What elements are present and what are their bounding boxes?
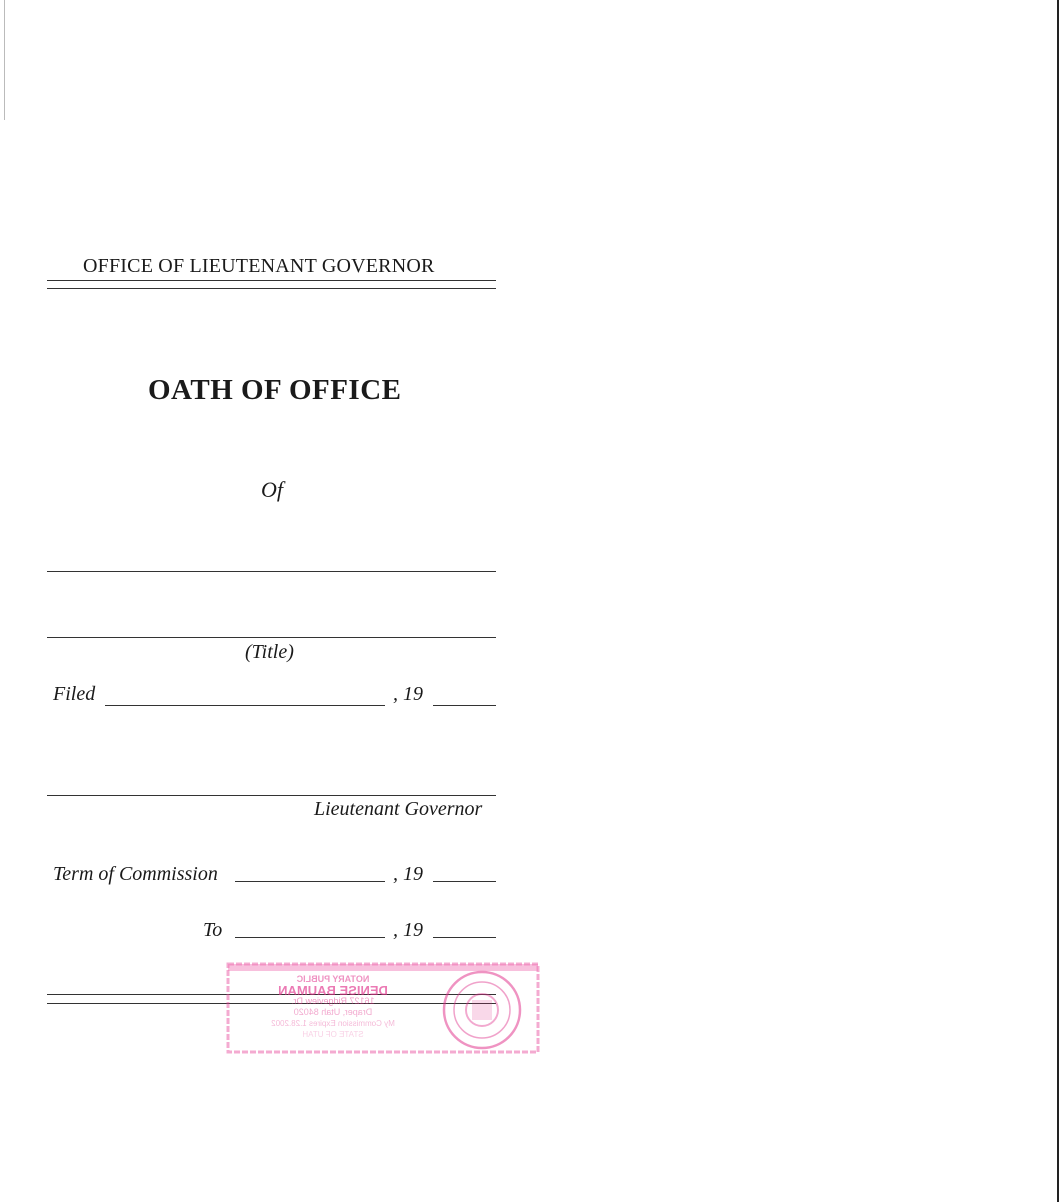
title-caption: (Title) <box>245 641 294 663</box>
stamp-line-6: STATE OF UTAH <box>302 1030 364 1039</box>
notary-stamp <box>224 960 542 1056</box>
stamp-line-4: Draper, Utah 84020 <box>293 1007 373 1017</box>
term-year-prefix: , 19 <box>393 863 423 885</box>
term-label: Term of Commission <box>53 863 218 885</box>
stamp-line-5: My Commission Expires 1.28.2002 <box>271 1019 395 1028</box>
stamp-line-3: 16127 Ridgeview Dr. <box>291 996 375 1006</box>
to-year-prefix: , 19 <box>393 919 423 941</box>
filed-label: Filed <box>53 683 96 705</box>
lt-gov-signature-line[interactable] <box>47 795 496 796</box>
stamp-line-1: NOTARY PUBLIC <box>296 974 370 984</box>
filed-year-prefix: , 19 <box>393 683 423 705</box>
stamp-text <box>238 974 428 1040</box>
filed-year-line[interactable] <box>433 705 496 706</box>
term-year-line[interactable] <box>433 881 496 882</box>
to-date-line[interactable] <box>235 937 385 938</box>
document-title: OATH OF OFFICE <box>148 374 402 406</box>
title-line[interactable] <box>47 637 496 638</box>
header-rule-top <box>47 280 496 281</box>
term-date-line[interactable] <box>235 881 385 882</box>
to-year-line[interactable] <box>433 937 496 938</box>
header-rule-bottom <box>47 288 496 289</box>
scan-edge-right <box>1057 0 1059 1202</box>
of-label: Of <box>261 477 283 502</box>
scan-edge-left <box>4 0 5 120</box>
office-header: OFFICE OF LIEUTENANT GOVERNOR <box>83 255 435 277</box>
filed-date-line[interactable] <box>105 705 385 706</box>
name-line[interactable] <box>47 571 496 572</box>
stamp-line-2: DENISE BAUMAN <box>278 983 388 998</box>
to-label: To <box>203 919 223 941</box>
lt-gov-caption: Lieutenant Governor <box>314 798 483 820</box>
